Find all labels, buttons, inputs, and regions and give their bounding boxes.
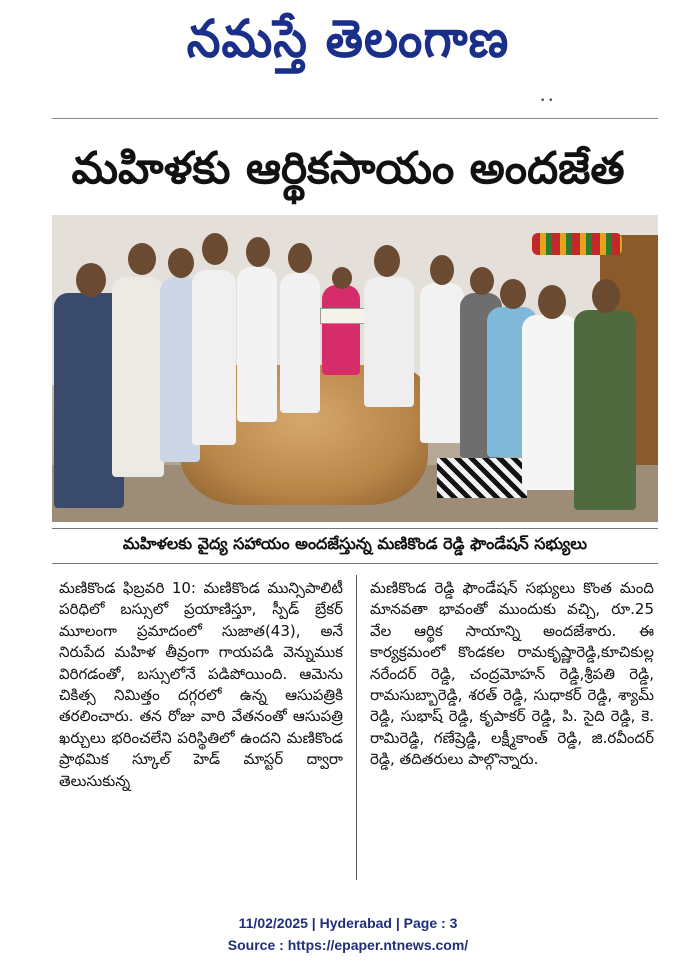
- masthead-ornament: • •: [540, 96, 554, 106]
- article-body-left-text: మణికొండ ఫిబ్రవరి 10: మణికొండ మున్సిపాలిటీ పరిధిలో బస్సులో ప్రయాణిస్తూ, స్పీడ్ బ్రేకర్ మూలంగా ప్రమాదంలో సుజాత(43), అనే నిరుపేద మహిళ తీవ్రంగా గాయపడి వెన్నుముక విరిగడంతో, బస్సులోనే పడిపోయింది. ఆమెను చికిత్స నిమిత్తం దగ్గరలో ఉన్న ఆసుపత్రికి తరలించారు. తన రోజు వారి వేతనంతో ఆసుపత్రి ఖర్చులు భరించలేని పరిస్థితిలో ఉందని మణికొండ ప్రాథమిక స్కూల్ హెడ్ మాస్టర్ ద్వారా తెలుసుకున్న: [59, 579, 343, 790]
- article-headline: మహిళకు ఆర్థికసాయం అందజేత: [71, 143, 625, 194]
- footer-date-edition-page: 11/02/2025 | Hyderabad | Page : 3: [238, 915, 458, 931]
- newspaper-masthead: నమస్తే తెలంగాణ: [186, 8, 510, 70]
- article-body-right-column: [370, 578, 654, 771]
- article-body-left-column: [59, 578, 343, 792]
- footer-source-link[interactable]: Source : https://epaper.ntnews.com/: [227, 937, 469, 953]
- article-photo: [52, 215, 658, 522]
- caption-bottom-rule: [52, 563, 658, 564]
- photo-caption: మహిళలకు వైద్య సహాయం అందజేస్తున్న మణికొండ రెడ్డి ఫౌండేషన్ సభ్యులు: [122, 534, 588, 553]
- article-body-right-text: మణికొండ రెడ్డి ఫౌండేషన్ సభ్యులు కొంత మంది మానవతా భావంతో ముందుకు వచ్చి, రూ.25 వేల ఆర్థిక సాయాన్ని అందజేశారు. ఈ కార్యక్రమంలో కొండకల రామకృష్ణారెడ్డి,కూచికుల్ల నరేందర్ రెడ్డి, చంద్రమోహన్ రెడ్డి,శ్రీపతి రెడ్డి, రామసుబ్బారెడ్డి, శరత్ రెడ్డి, సుధాకర్ రెడ్డి, శ్యామ్ రెడ్డి, సుభాష్ రెడ్డి, కృపాకర్ రెడ్డి, పి. సైది రెడ్డి, కె. రామిరెడ్డి, గణేష్రెడ్డి, లక్ష్మీకాంత్ రెడ్డి, జి.రవీందర్ రెడ్డి, తదితరులు పాల్గొన్నారు.: [370, 579, 654, 769]
- column-divider: [356, 575, 357, 880]
- headline-top-rule: [52, 118, 658, 119]
